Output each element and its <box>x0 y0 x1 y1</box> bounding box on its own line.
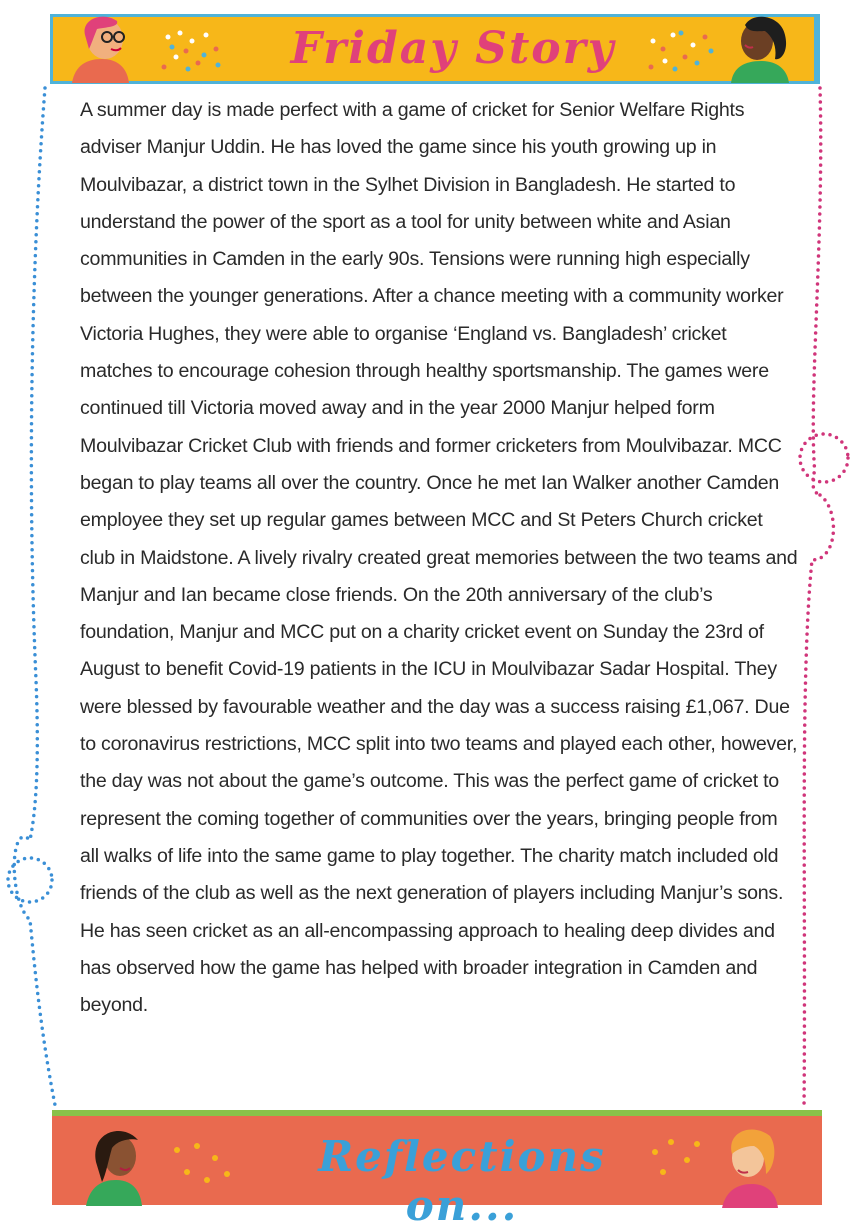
left-dotted-border <box>0 80 80 1120</box>
confetti-dots-left <box>158 27 238 75</box>
confetti-dots-footer-left <box>167 1138 237 1188</box>
woman-with-glasses-illustration <box>67 15 137 83</box>
page-title: Friday Story <box>290 23 616 74</box>
story-paragraph: A summer day is made perfect with a game of cricket for Senior Welfare Rights adviser Manjur Uddin. He has loved the game since his youth growing up in Moulvibazar, a district town in the Sylhet Division in Bangladesh. He started to understand the power of the sport as a tool for unity between white and Asian communities in Camden in the early 90s. Tensions were running high especially between the younger generations. After a chance meeting with a community worker Victoria Hughes, they were able to organise ‘England vs. Bangladesh’ cricket matches to encourage cohesion through healthy sportsmanship. The games were continued till Victoria moved away and in the year 2000 Manjur helped form Moulvibazar Cricket Club with friends and former cricketers from Moulvibazar. MCC began to play teams all over the country. Once he met Ian Walker another Camden employee they set up regular games between MCC and St Peters Church cricket club in Maidstone. A lively rivalry created great memories between the two teams and Manjur and Ian became close friends. On the 20th anniversary of the club’s foundation, Manjur and MCC put on a charity cricket event on Sunday the 23rd of August to benefit Covid-19 patients in the ICU in Moulvibazar Sadar Hospital. They were blessed by favourable weather and the day was a success raising £1,067. Due to coronavirus restrictions, MCC split into two teams and played each other, however, the day was not about the game’s outcome. This was the perfect game of cricket to represent the coming together of communities over the years, bringing people from all walks of life into the same game to play together. The charity match included old friends of the club as well as the next generation of players including Manjur’s sons. He has seen cricket as an all-encompassing approach to healing deep divides and has observed how the game has helped with broader integration in Camden and beyond. <box>80 99 798 1017</box>
footer-title: Reflections on... <box>318 1132 606 1230</box>
footer-banner <box>52 1110 822 1230</box>
woman-with-orange-hair-illustration <box>712 1124 792 1208</box>
confetti-dots-footer-right <box>647 1132 707 1182</box>
woman-with-curly-hair-illustration <box>723 15 799 83</box>
header-banner <box>50 14 820 84</box>
confetti-dots-right <box>643 27 723 75</box>
woman-with-dark-hair-illustration <box>82 1122 152 1206</box>
